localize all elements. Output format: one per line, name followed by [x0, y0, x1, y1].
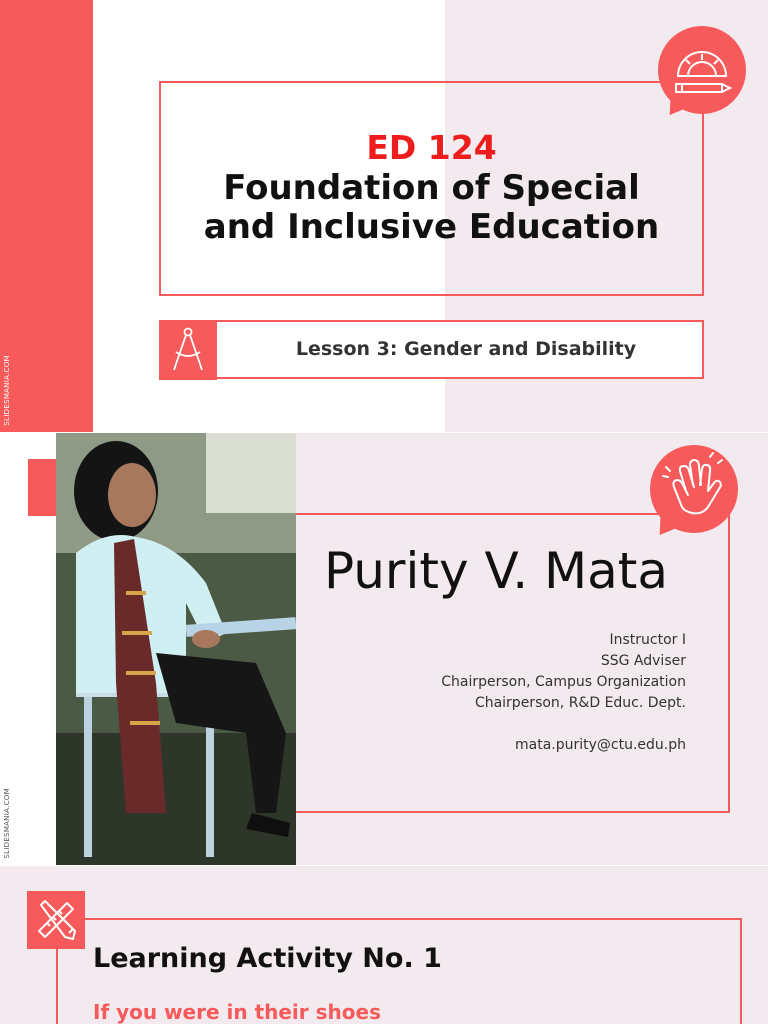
- activity-title: Learning Activity No. 1: [93, 943, 442, 974]
- protractor-pencil-icon: [658, 26, 746, 114]
- slide-title: [0, 0, 768, 432]
- course-title-line-1: Foundation of Special: [223, 168, 640, 208]
- role-item: Chairperson, R&D Educ. Dept.: [474, 695, 686, 711]
- role-item: Instructor I: [609, 632, 686, 648]
- role-item: SSG Adviser: [600, 653, 686, 669]
- side-watermark: SLIDESMANIA.COM: [3, 788, 11, 859]
- course-title-line-2: and Inclusive Education: [203, 207, 660, 247]
- instructor-name: Purity V. Mata: [323, 542, 669, 600]
- instructor-photo: [56, 433, 296, 865]
- spacer: [380, 714, 686, 735]
- compass-icon: [159, 320, 217, 380]
- email-address[interactable]: mata.purity@ctu.edu.ph: [514, 737, 686, 753]
- role-item: Chairperson, Campus Organization: [441, 674, 686, 690]
- course-code: ED 124: [366, 128, 497, 167]
- left-red-tab: [28, 459, 56, 516]
- lesson-label: Lesson 3: Gender and Disability: [295, 338, 637, 360]
- side-watermark: SLIDESMANIA.COM: [3, 355, 11, 426]
- slide-instructor: [0, 433, 768, 865]
- slide-activity: [0, 866, 768, 1024]
- course-title: [159, 169, 704, 247]
- instructor-details: [380, 630, 686, 756]
- left-accent-bar: [0, 0, 93, 432]
- activity-subtitle: If you were in their shoes: [93, 1000, 381, 1024]
- ruler-pencil-icon: [27, 891, 85, 949]
- waving-hand-icon: [650, 445, 738, 533]
